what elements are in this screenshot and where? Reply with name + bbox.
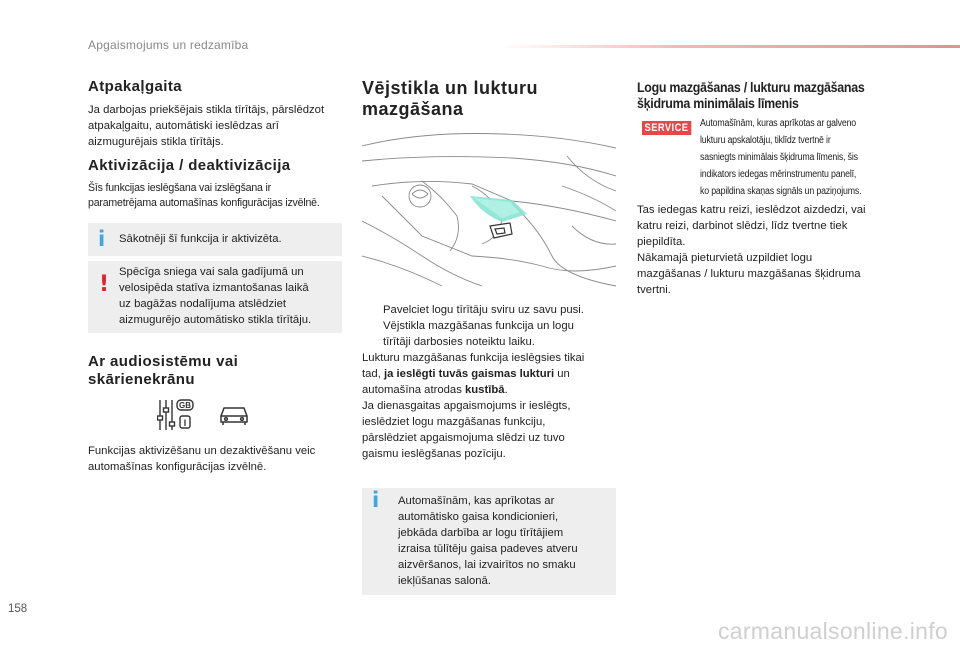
watermark: carmanualsonline.info [717, 618, 948, 644]
aircon-text-line: Automašīnām, kas aprīkotas ar [398, 495, 555, 507]
headlamp-text-pre: tad, [362, 368, 384, 380]
aircon-text-line: aizvēršanos, lai izvairītos no smaku [398, 559, 576, 571]
settings-sliders-icon [157, 396, 195, 434]
car-front-illustration [362, 126, 616, 296]
service-warning-icon: SERVICE [642, 121, 691, 135]
info-box-text: Sākotnēji šī funkcija ir aktivizēta. [119, 233, 282, 245]
reverse-text-line: Ja darbojas priekšējais stikla tīrītājs, pārslēdzot [88, 104, 325, 116]
info-box-default [88, 223, 342, 256]
audio-title-line: Ar audiosistēmu vai [88, 353, 239, 370]
section-title-washing [362, 78, 538, 120]
audio-title-line: skārienekrānu [88, 371, 195, 388]
service-text-line: sasniegts minimālais šķidruma līmenis, šis [700, 152, 858, 163]
fluid-title-line: šķidruma minimālais līmenis [637, 96, 799, 111]
bullet-text-line: Pavelciet logu tīrītāju sviru uz savu pusi. [383, 304, 584, 316]
warning-box-snow [88, 261, 342, 333]
fluid-text-line: Nākamajā pieturvietā uzpildiet logu [637, 252, 813, 264]
service-text-line: lukturu apskalotāju, tiklīdz tvertnē ir [700, 135, 831, 146]
info-icon: i [98, 227, 106, 251]
audio-text-line: automašīnas konfigurācijas izvēlnē. [88, 461, 267, 473]
car-icon [218, 404, 250, 426]
fluid-text-line: Tas iedegas katru reizi, ieslēdzot aizdedzi, vai [637, 204, 866, 216]
fluid-title-line: Logu mazgāšanas / lukturu mazgāšanas [637, 80, 865, 95]
fluid-text-line: mazgāšanas / lukturu mazgāšanas šķidruma [637, 268, 861, 280]
headlamp-text-line: Lukturu mazgāšanas funkcija ieslēgsies tikai [362, 352, 585, 364]
service-text-line: Automašīnām, kuras aprīkotas ar galveno [700, 118, 857, 129]
service-text-line: ko papildina skaņas signāls un paziņojums. [700, 186, 862, 197]
section-title-fluid-level [637, 80, 895, 112]
headlamp-motion-bold: kustībā [465, 384, 505, 396]
aircon-text-line: automātisko gaisa kondicionieri, [398, 511, 559, 523]
fluid-text-line: piepildīta. [637, 236, 686, 248]
activation-text-line: parametrējama automašīnas konfigurācijas izvēlnē. [88, 197, 320, 209]
washing-title-line: Vējstikla un lukturu [362, 78, 539, 98]
aircon-text-line: jebkāda darbība ar logu tīrītājiem [398, 527, 564, 539]
aircon-text-line: iekļūšanas salonā. [398, 575, 491, 587]
section-title-activation: Aktivizācija / deaktivizācija [88, 157, 291, 174]
reverse-text-line: atpakaļgaitu, automātiski ieslēdzas arī [88, 120, 279, 132]
activation-text-line: Šīs funkcijas ieslēgšana vai izslēgšana ir [88, 182, 271, 194]
fluid-text-line: tvertni. [637, 284, 671, 296]
fluid-text-line: katru reizi, darbinot slēdzi, līdz tvertne tiek [637, 220, 848, 232]
warning-text-line: uz bagāžas nodalījuma atslēdziet [119, 298, 287, 310]
headlamp-condition-bold: ja ieslēgti tuvās gaismas lukturi [383, 368, 555, 380]
reverse-text-line: aizmugurējais stikla tīrītājs. [88, 136, 224, 148]
service-text-line: indikators iedegas mērinstrumentu panelī, [700, 169, 857, 180]
warning-icon: ! [99, 272, 110, 297]
washing-title-line: mazgāšana [362, 99, 464, 119]
daylight-text-line: pārslēdziet apgaismojuma slēdzi uz tuvo [362, 432, 565, 444]
headlamp-text-post: . [504, 384, 508, 396]
audio-text-line: Funkcijas aktivizēšanu un dezaktivēšanu veic [88, 445, 316, 457]
aircon-text-line: izraisa tūlītēju gaisa padeves atveru [398, 543, 578, 555]
header-divider [500, 45, 960, 48]
daylight-text-line: ieslēdziet logu mazgāšanas funkciju, [362, 416, 546, 428]
i-label: I [183, 418, 187, 428]
section-title-audio [88, 353, 238, 389]
headlamp-text-post: un [554, 368, 570, 380]
warning-text-line: velosipēda statīva izmantošanas laikā [119, 282, 309, 294]
page-header-title: Apgaismojums un redzamība [88, 38, 249, 52]
info-box-aircon [362, 488, 616, 595]
bullet-text-line: tīrītāji darbosies noteiktu laiku. [383, 336, 535, 348]
headlamp-text-line [362, 366, 632, 382]
warning-text-line: aizmugurējo automātisko stikla tīrītāju. [119, 314, 312, 326]
headlamp-text-line [362, 382, 632, 398]
info-icon: i [372, 488, 380, 512]
section-title-reverse: Atpakaļgaita [88, 78, 182, 95]
daylight-text-line: Ja dienasgaitas apgaismojums ir ieslēgts, [362, 400, 571, 412]
page-number: 158 [8, 603, 28, 615]
daylight-text-line: gaismu ieslēgšanas pozīciju. [362, 448, 506, 460]
bullet-text-line: Vējstikla mazgāšanas funkcija un logu [383, 320, 574, 332]
warning-text-line: Spēcīga sniega vai sala gadījumā un [119, 266, 304, 278]
headlamp-text-pre: automašīna atrodas [362, 384, 465, 396]
gb-label: GB [179, 401, 191, 410]
